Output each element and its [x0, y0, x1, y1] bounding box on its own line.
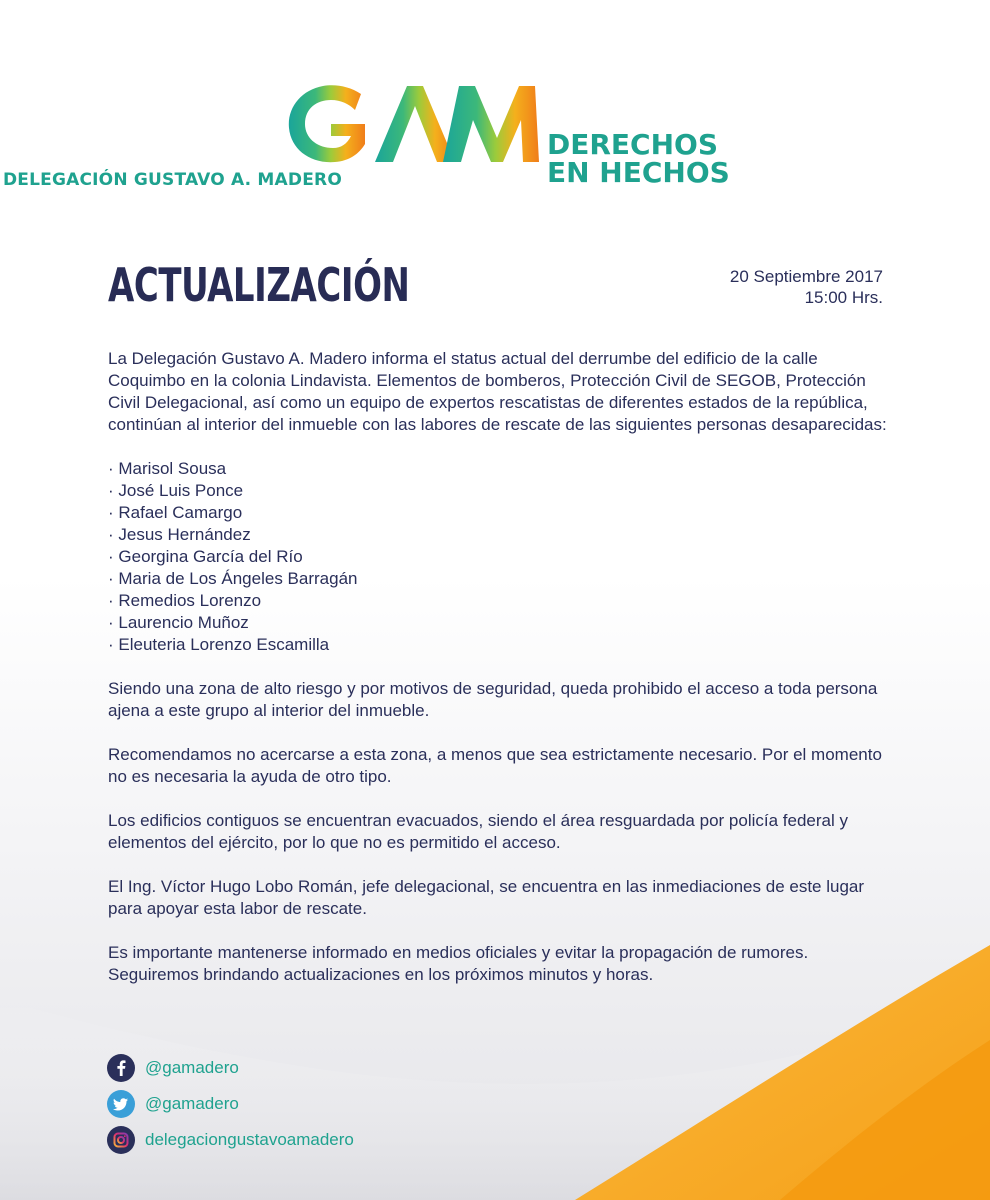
intro-paragraph: La Delegación Gustavo A. Madero informa el status actual del derrumbe del edificio de la calle Coquimbo en la colonia Lindavista. Elementos de bomberos, Protección Civil de SEGOB, Protección Civil Delegacional, así como un equipo de expertos rescatistas de diferentes estados de la república, continúan al interior del inmueble con las labores de rescate de las siguientes personas desaparecidas:: [108, 349, 887, 434]
list-item: · Remedios Lorenzo: [108, 590, 898, 612]
page-title: ACTUALIZACIÓN: [108, 258, 410, 312]
slogan-line-1: DERECHOS: [547, 128, 719, 161]
missing-persons-list: [108, 458, 898, 656]
paragraph-recommendation: Recomendamos no acercarse a esta zona, a menos que sea estrictamente necesario. Por el momento no es necesaria la ayuda de otro tipo.: [108, 745, 882, 786]
instagram-handle: delegaciongustavoamadero: [145, 1130, 354, 1149]
paragraph-official: El Ing. Víctor Hugo Lobo Román, jefe delegacional, se encuentra en las inmediaciones de este lugar para apoyar esta labor de rescate.: [108, 877, 865, 918]
list-item: · Marisol Sousa: [108, 458, 898, 480]
date-time-block: [730, 266, 883, 308]
list-item: · Rafael Camargo: [108, 502, 898, 524]
list-item: · Laurencio Muñoz: [108, 612, 898, 634]
list-item: · José Luis Ponce: [108, 480, 898, 502]
instagram-link[interactable]: [107, 1125, 354, 1155]
slogan: [547, 128, 730, 189]
list-item: · Jesus Hernández: [108, 524, 898, 546]
document-body: [108, 348, 898, 1008]
list-item: · Eleuteria Lorenzo Escamilla: [108, 634, 898, 656]
paragraph-information: Es importante mantenerse informado en medios oficiales y evitar la propagación de rumores. Seguiremos brindando actualizaciones en los próximos minutos y horas.: [108, 943, 809, 984]
time-text: 15:00 Hrs.: [804, 288, 883, 307]
facebook-handle: @gamadero: [145, 1058, 239, 1077]
facebook-link[interactable]: [107, 1053, 354, 1083]
date-text: 20 Septiembre 2017: [729, 267, 883, 286]
twitter-icon: [107, 1090, 135, 1118]
delegation-subtitle: DELEGACIÓN GUSTAVO A. MADERO: [3, 170, 342, 190]
list-item: · Maria de Los Ángeles Barragán: [108, 568, 898, 590]
facebook-icon: [107, 1054, 135, 1082]
gam-logo: [283, 80, 545, 166]
instagram-icon: [107, 1126, 135, 1154]
list-item: · Georgina García del Río: [108, 546, 898, 568]
twitter-handle: @gamadero: [145, 1094, 239, 1113]
paragraph-security: Siendo una zona de alto riesgo y por motivos de seguridad, queda prohibido el acceso a toda persona ajena a este grupo al interior del inmueble.: [108, 679, 878, 720]
twitter-link[interactable]: [107, 1089, 354, 1119]
slogan-line-2: EN HECHOS: [547, 156, 730, 189]
paragraph-evacuation: Los edificios contiguos se encuentran evacuados, siendo el área resguardada por policía federal y elementos del ejército, por lo que no es permitido el acceso.: [108, 811, 848, 852]
social-links: [107, 1053, 354, 1161]
